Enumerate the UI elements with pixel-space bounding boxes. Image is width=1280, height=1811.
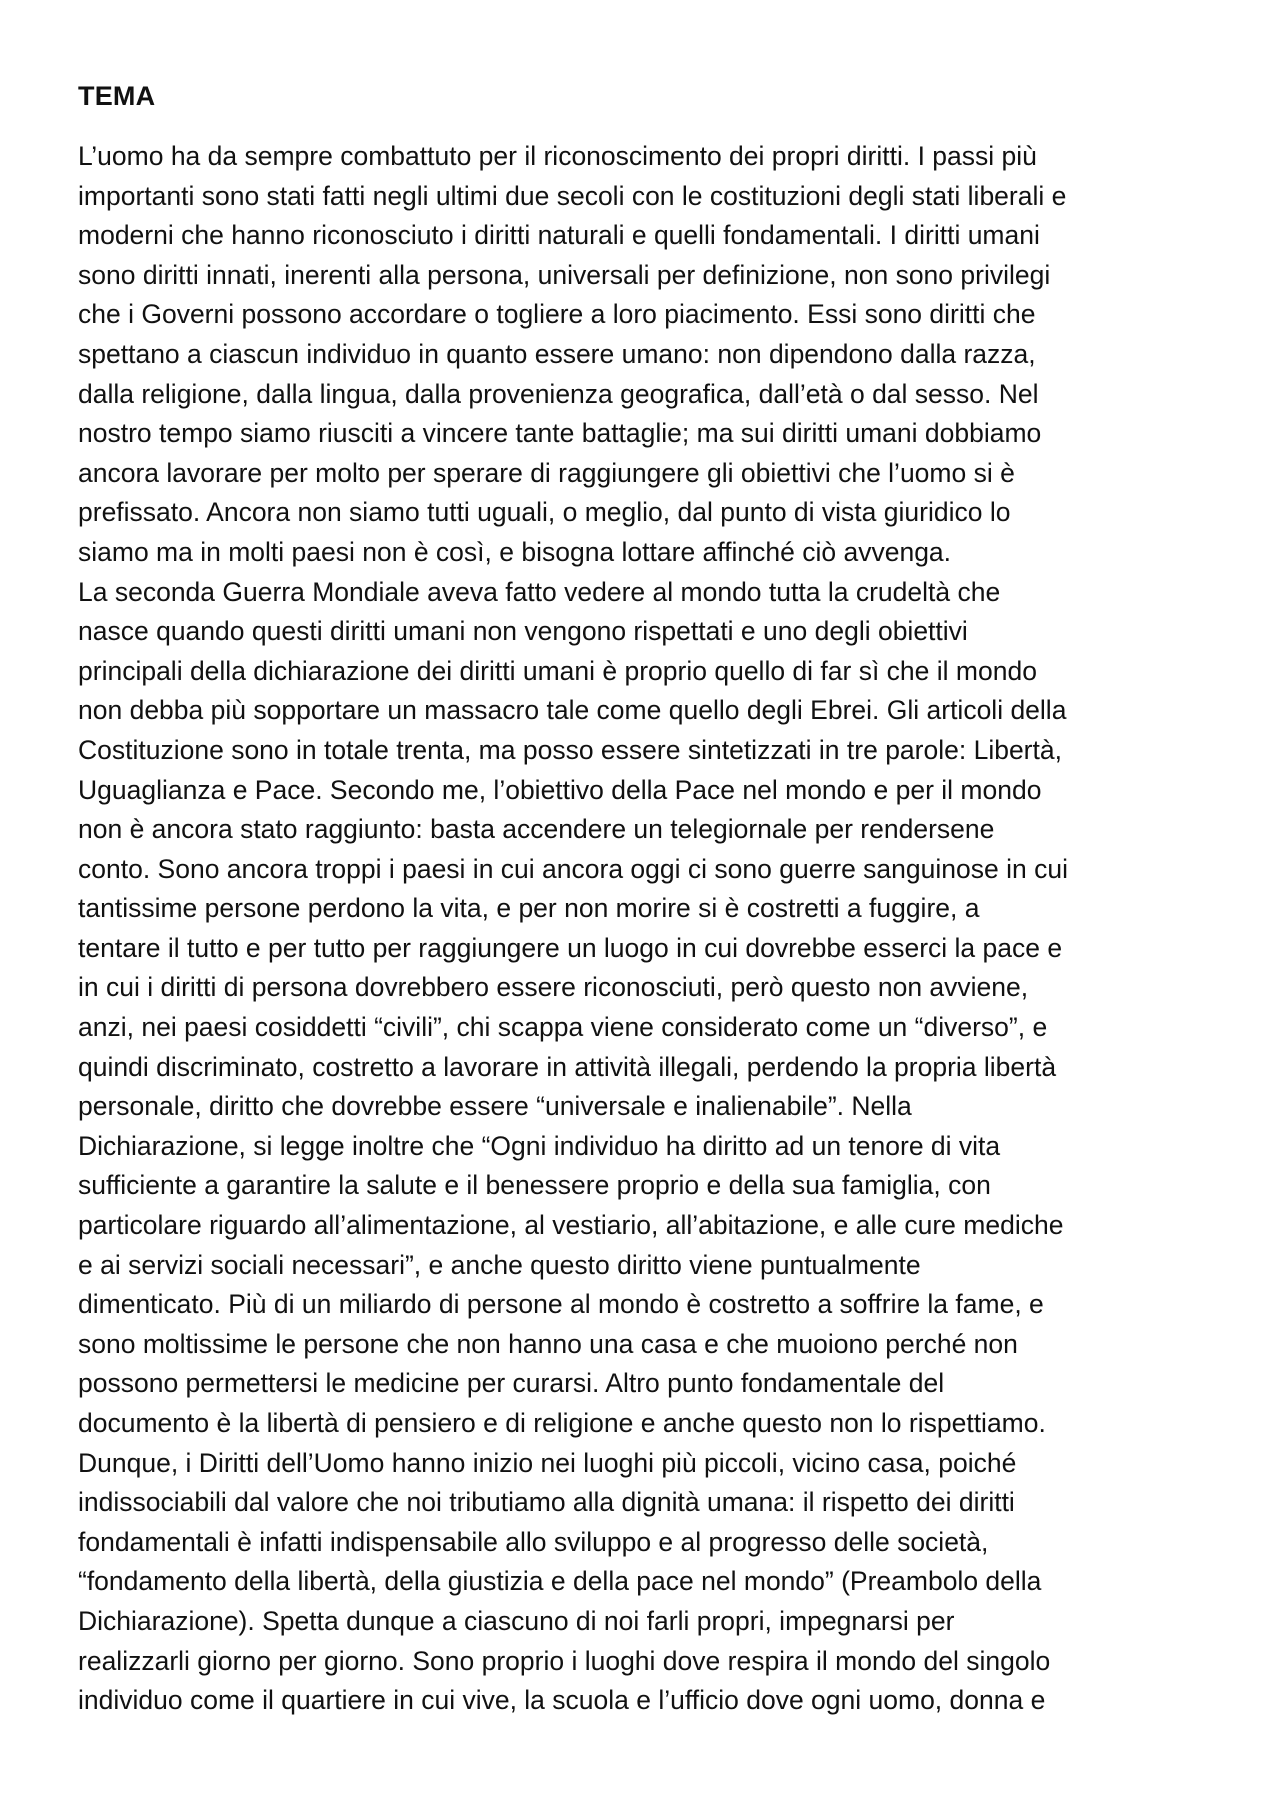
body-text-line: quindi discriminato, costretto a lavorare in attività illegali, perdendo la propria libertà [78,1051,1057,1082]
body-text-line: nasce quando questi diritti umani non vengono rispettati e uno degli obiettivi [78,616,968,647]
body-text-line: individuo come il quartiere in cui vive, la scuola e l’ufficio dove ogni uomo, donna e [78,1685,1046,1716]
body-text-line: importanti sono stati fatti negli ultimi due secoli con le costituzioni degli stati liberali e [78,180,1067,211]
document-page [78,76,1218,1721]
body-text-line: principali della dichiarazione dei diritti umani è proprio quello di far sì che il mondo [78,655,1037,686]
body-text-line: conto. Sono ancora troppi i paesi in cui ancora oggi ci sono guerre sanguinose in cui [78,853,1068,884]
body-text-line: non è ancora stato raggiunto: basta accendere un telegiornale per rendersene [78,814,995,845]
body-text-line: sufficiente a garantire la salute e il benessere proprio e della sua famiglia, con [78,1170,991,1201]
body-text-line: che i Governi possono accordare o togliere a loro piacimento. Essi sono diritti che [78,299,1036,330]
document-title: TEMA [78,81,156,111]
body-text-line: realizzarli giorno per giorno. Sono proprio i luoghi dove respira il mondo del singolo [78,1645,1051,1676]
body-text-line: Costituzione sono in totale trenta, ma posso essere sintetizzati in tre parole: Libertà, [78,734,1062,765]
body-text-line: sono moltissime le persone che non hanno una casa e che muoiono perché non [78,1328,1018,1359]
body-text-line: Uguaglianza e Pace. Secondo me, l’obiettivo della Pace nel mondo e per il mondo [78,774,1042,805]
body-text-line: Dichiarazione). Spetta dunque a ciascuno di noi farli propri, impegnarsi per [78,1605,955,1636]
body-text-line: moderni che hanno riconosciuto i diritti naturali e quelli fondamentali. I diritti umani [78,220,1040,251]
body-text-line: La seconda Guerra Mondiale aveva fatto vedere al mondo tutta la crudeltà che [78,576,1001,607]
body-text-line: e ai servizi sociali necessari”, e anche questo diritto viene puntualmente [78,1249,921,1280]
body-text-line: non debba più sopportare un massacro tale come quello degli Ebrei. Gli articoli della [78,695,1067,726]
body-text-line: tantissime persone perdono la vita, e per non morire si è costretti a fuggire, a [78,893,980,924]
body-text-line: particolare riguardo all’alimentazione, al vestiario, all’abitazione, e alle cure mediche [78,1210,1064,1241]
body-text-line: ancora lavorare per molto per sperare di raggiungere gli obiettivi che l’uomo si è [78,457,1015,488]
body-text-line: possono permettersi le medicine per curarsi. Altro punto fondamentale del [78,1368,945,1399]
body-text-line: Dunque, i Diritti dell’Uomo hanno inizio nei luoghi più piccoli, vicino casa, poiché [78,1447,1017,1478]
body-text-line: “fondamento della libertà, della giustizia e della pace nel mondo” (Preambolo della [78,1566,1042,1597]
body-text-line: spettano a ciascun individuo in quanto essere umano: non dipendono dalla razza, [78,338,1036,369]
body-text-line: indissociabili dal valore che noi tributiamo alla dignità umana: il rispetto dei diritti [78,1487,1015,1518]
body-text-line: in cui i diritti di persona dovrebbero essere riconosciuti, però questo non avviene, [78,972,1029,1003]
body-text-line: anzi, nei paesi cosiddetti “civili”, chi scappa viene considerato come un “diverso”, e [78,1012,1048,1043]
body-text-line: nostro tempo siamo riusciti a vincere tante battaglie; ma sui diritti umani dobbiamo [78,418,1042,449]
body-text-line: fondamentali è infatti indispensabile allo sviluppo e al progresso delle società, [78,1526,989,1557]
body-text-line: prefissato. Ancora non siamo tutti uguali, o meglio, dal punto di vista giuridico lo [78,497,1011,528]
body-text-line: siamo ma in molti paesi non è così, e bisogna lottare affinché ciò avvenga. [78,536,952,567]
document-body [78,137,1218,1721]
body-text-line: L’uomo ha da sempre combattuto per il riconoscimento dei propri diritti. I passi più [78,141,1037,171]
body-text-line: dalla religione, dalla lingua, dalla provenienza geografica, dall’età o dal sesso. Nel [78,378,1039,409]
body-text-line: Dichiarazione, si legge inoltre che “Ogni individuo ha diritto ad un tenore di vita [78,1130,1001,1161]
body-text-line: personale, diritto che dovrebbe essere “universale e inalienabile”. Nella [78,1091,912,1122]
body-text-line: documento è la libertà di pensiero e di religione e anche questo non lo rispettiamo. [78,1408,1046,1438]
body-text-line: dimenticato. Più di un miliardo di persone al mondo è costretto a soffrire la fame, e [78,1289,1044,1320]
body-text-line: tentare il tutto e per tutto per raggiungere un luogo in cui dovrebbe esserci la pace e [78,932,1063,963]
body-text-line: sono diritti innati, inerenti alla persona, universali per definizione, non sono privilegi [78,259,1051,290]
